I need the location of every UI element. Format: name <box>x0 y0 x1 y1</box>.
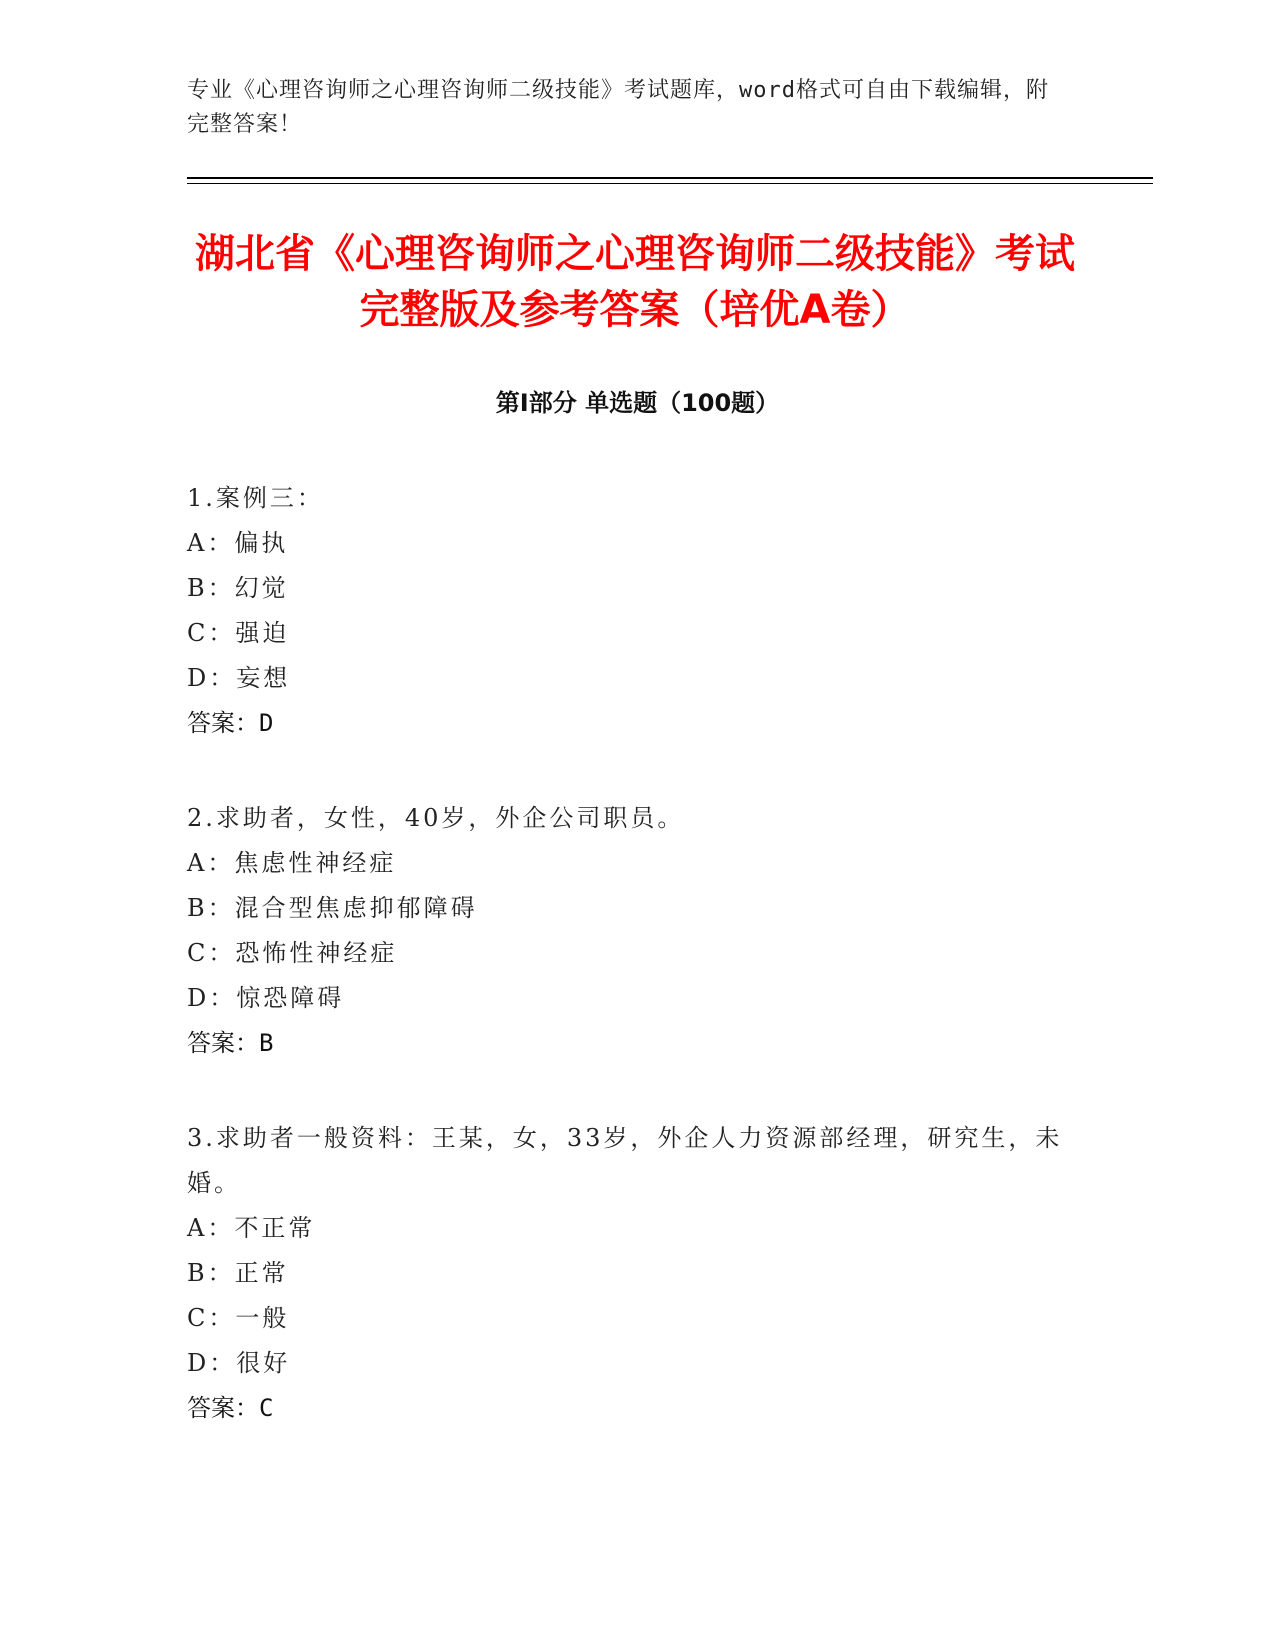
answer-value: B <box>259 1029 274 1057</box>
question-1 <box>187 476 1067 746</box>
option-a: A：不正常 <box>187 1214 316 1242</box>
answer-line <box>187 1386 1067 1431</box>
question-stem: 1.案例三： <box>187 484 324 512</box>
answer-value: C <box>259 1394 274 1422</box>
answer-label: 答案： <box>187 1029 259 1057</box>
answer-label: 答案： <box>187 709 259 737</box>
option-a: A：偏执 <box>187 529 289 557</box>
answer-value: D <box>259 709 274 737</box>
header-divider-thick <box>187 177 1153 179</box>
option-c: C：一般 <box>187 1304 290 1332</box>
answer-line <box>187 701 1067 746</box>
header-divider-thin <box>187 183 1153 184</box>
document-title: 湖北省《心理咨询师之心理咨询师二级技能》考试完整版及参考答案（培优A卷） <box>195 231 1075 333</box>
header-note: 专业《心理咨询师之心理咨询师二级技能》考试题库，word格式可自由下载编辑，附完整答案！ <box>187 78 1049 137</box>
option-d: D：惊恐障碍 <box>187 984 345 1012</box>
option-d: D：很好 <box>187 1349 291 1377</box>
answer-line <box>187 1021 1067 1066</box>
question-stem: 3.求助者一般资料：王某，女，33岁，外企人力资源部经理，研究生，未婚。 <box>187 1124 1063 1197</box>
option-c: C：强迫 <box>187 619 290 647</box>
question-stem: 2.求助者，女性，40岁，外企公司职员。 <box>187 804 685 832</box>
option-c: C：恐怖性神经症 <box>187 939 398 967</box>
option-b: B：混合型焦虑抑郁障碍 <box>187 894 478 922</box>
option-b: B：幻觉 <box>187 574 289 602</box>
question-3 <box>187 1116 1067 1431</box>
option-d: D：妄想 <box>187 664 291 692</box>
option-b: B：正常 <box>187 1259 289 1287</box>
section-heading: 第Ⅰ部分 单选题（100题） <box>495 389 780 417</box>
option-a: A：焦虑性神经症 <box>187 849 397 877</box>
answer-label: 答案： <box>187 1394 259 1422</box>
question-2 <box>187 796 1067 1066</box>
